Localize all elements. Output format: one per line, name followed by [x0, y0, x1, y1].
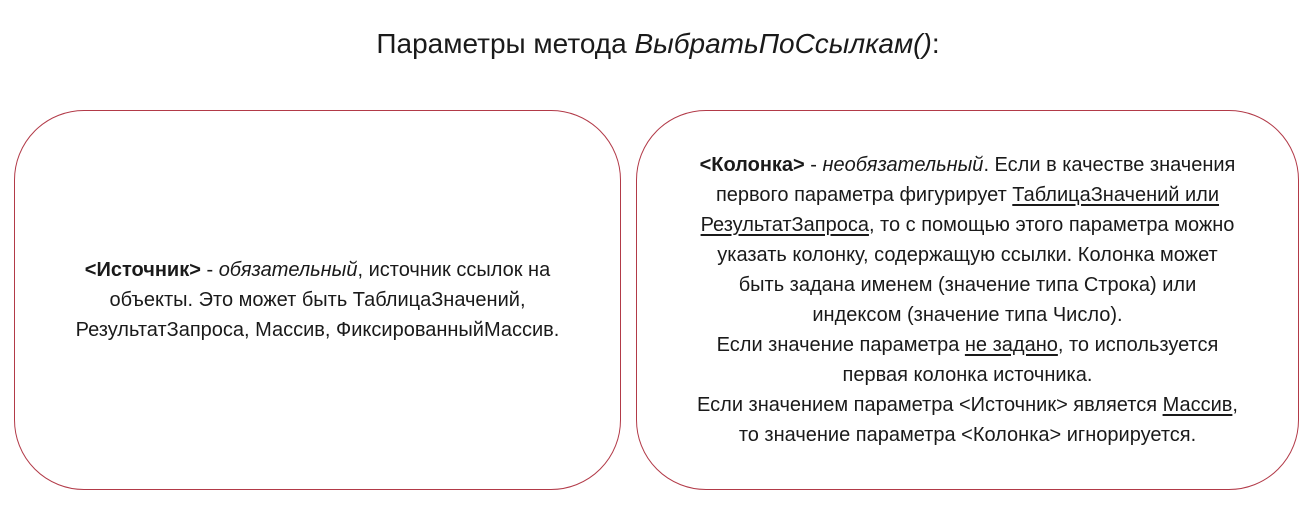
source-required-label: обязательный [218, 259, 358, 281]
column-line1-rest: . Если в качестве значения [983, 154, 1236, 176]
title-suffix: : [931, 28, 940, 59]
column-parameter-text [697, 150, 1238, 450]
column-line5: быть задана именем (значение типа Строка) или [738, 274, 1197, 296]
column-parameter-card [636, 110, 1299, 490]
source-text-line2: объекты. Это может быть ТаблицаЗначений, [109, 289, 526, 311]
source-text-line1: , источник ссылок на [357, 259, 551, 281]
source-text-line3: РезультатЗапроса, Массив, ФиксированныйМассив. [75, 319, 560, 341]
array-link: Массив [1162, 394, 1233, 416]
column-line8: первая колонка источника. [842, 364, 1093, 386]
column-line2-pre: первого параметра фигурирует [715, 184, 1013, 206]
value-table-link: ТаблицаЗначений или [1012, 184, 1220, 206]
page-title [0, 24, 1316, 64]
source-parameter-name: <Источник> [84, 259, 201, 281]
column-dash: - [804, 154, 823, 176]
column-line4: указать колонку, содержащую ссылки. Колонка может [717, 244, 1218, 266]
not-set-link: не задано [964, 334, 1058, 356]
title-prefix: Параметры метода [376, 28, 635, 59]
column-line9-rest: , [1232, 394, 1238, 416]
column-optional-label: необязательный [822, 154, 984, 176]
query-result-link: РезультатЗапроса [700, 214, 869, 236]
source-dash: - [200, 259, 219, 281]
column-line7-rest: , то используется [1057, 334, 1219, 356]
column-line6: индексом (значение типа Число). [812, 304, 1123, 326]
column-line3-rest: , то с помощью этого параметра можно [868, 214, 1235, 236]
column-line7-pre: Если значение параметра [716, 334, 965, 356]
column-line9-pre: Если значением параметра <Источник> является [697, 394, 1163, 416]
title-method-name: ВыбратьПоСсылкам() [634, 28, 932, 59]
column-line10: то значение параметра <Колонка> игнорируется. [738, 424, 1197, 446]
source-parameter-text [76, 255, 560, 345]
source-parameter-card [14, 110, 621, 490]
column-parameter-name: <Колонка> [699, 154, 805, 176]
